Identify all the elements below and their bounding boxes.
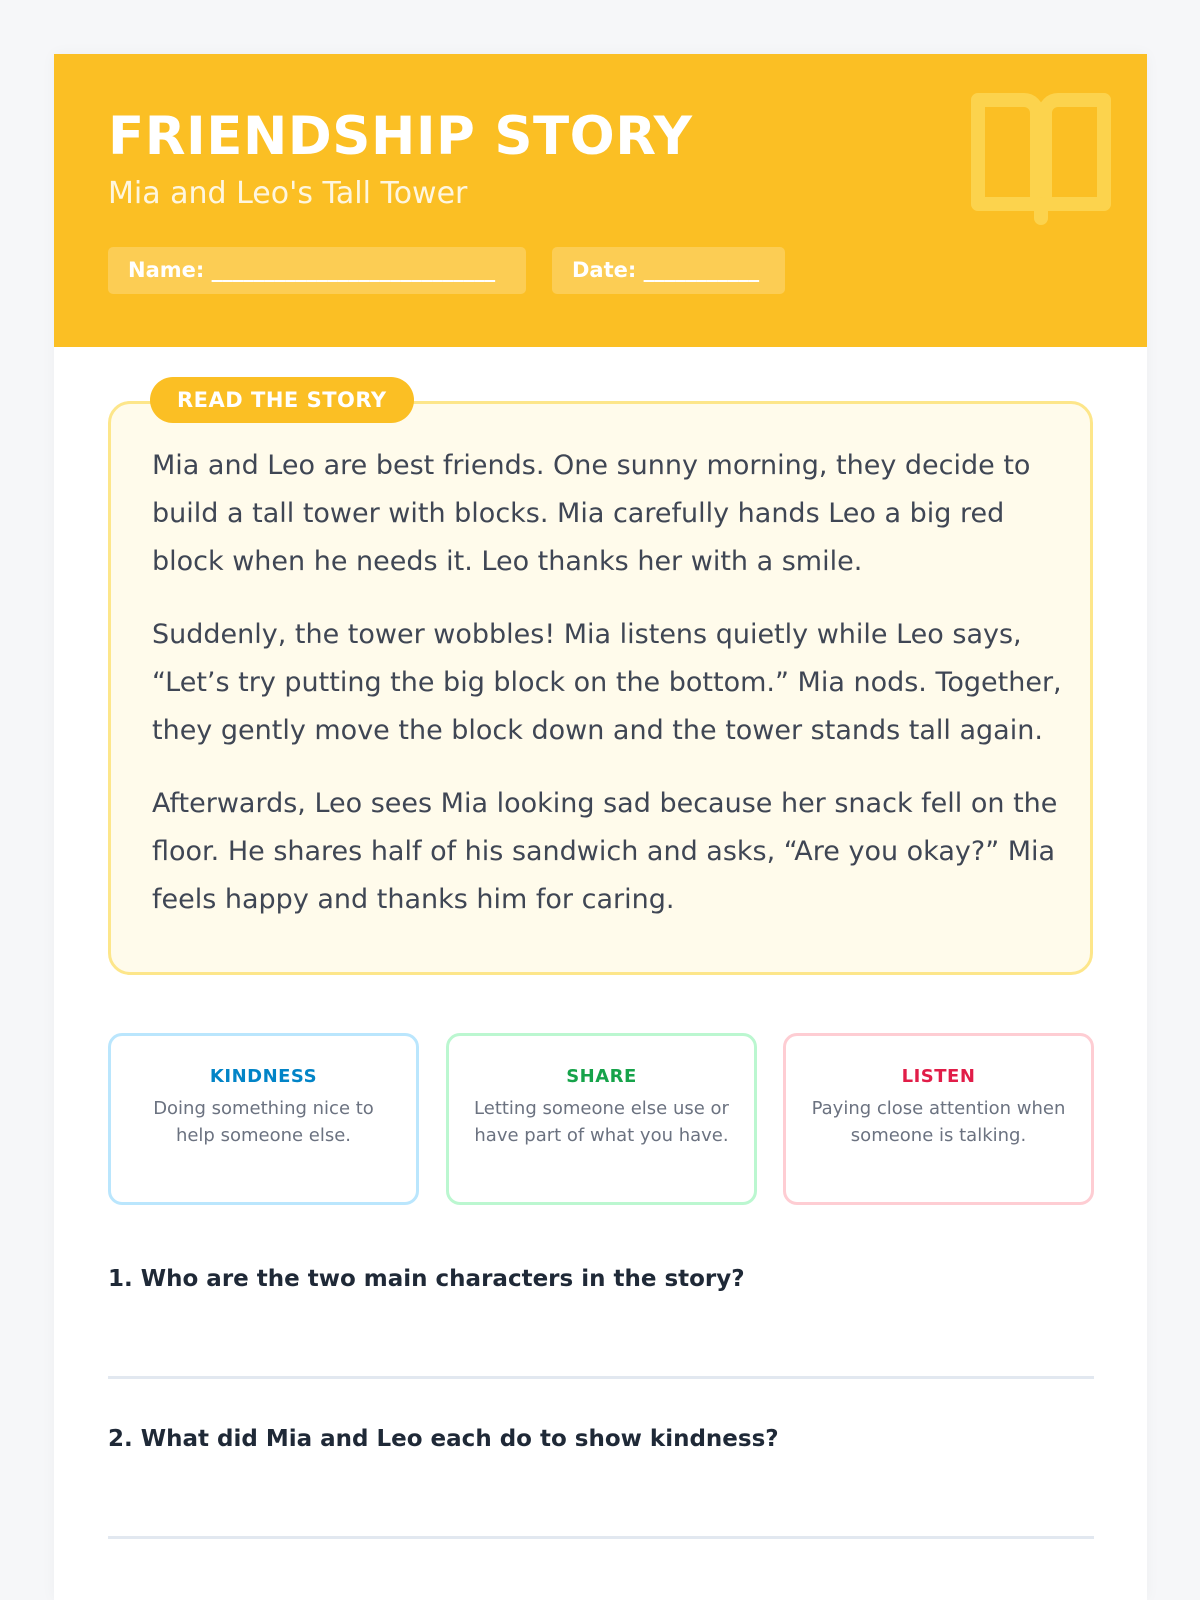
story-paragraph-1: Mia and Leo are best friends. One sunny morning, they decide to build a tall tower with blocks. Mia carefully hands Leo a big red block when he needs it. Leo thanks her with a smile.	[152, 450, 1031, 577]
story-paragraph-3: Afterwards, Leo sees Mia looking sad because her snack fell on the floor. He shares half of his sandwich and asks, “Are you okay?” Mia feels happy and thanks him for caring.	[152, 788, 1058, 915]
worksheet-header	[54, 54, 1147, 347]
vocab-title-share: SHARE	[566, 1066, 637, 1087]
story-box	[108, 401, 1093, 975]
page-title: FRIENDSHIP STORY	[108, 106, 693, 167]
date-field[interactable]: Date: ___________	[552, 247, 785, 294]
read-the-story-tag: READ THE STORY	[150, 377, 414, 423]
worksheet-page	[54, 54, 1147, 1600]
vocab-desc-share: Letting someone else use or have part of what you have.	[474, 1098, 729, 1146]
vocab-card-listen	[783, 1033, 1094, 1205]
question-2: 2. What did Mia and Leo each do to show kindness?	[108, 1426, 779, 1452]
vocab-desc-kindness: Doing something nice to help someone else.	[153, 1098, 374, 1146]
answer-line-2[interactable]	[108, 1536, 1094, 1539]
vocab-title-kindness: KINDNESS	[209, 1066, 318, 1087]
vocab-desc-listen: Paying close attention when someone is talking.	[811, 1098, 1066, 1146]
vocab-title-listen: LISTEN	[901, 1066, 976, 1087]
name-field[interactable]: Name: ___________________________	[108, 247, 526, 294]
vocab-card-kindness	[108, 1033, 419, 1205]
story-paragraph-2: Suddenly, the tower wobbles! Mia listens quietly while Leo says, “Let’s try putting the big block on the bottom.” Mia nods. Together, they gently move the block down and the tower stands tall again.	[152, 619, 1062, 746]
story-text	[152, 442, 1062, 949]
vocab-card-share	[446, 1033, 757, 1205]
question-1: 1. Who are the two main characters in the story?	[108, 1266, 745, 1292]
open-book-icon	[966, 92, 1116, 227]
answer-line-1[interactable]	[108, 1376, 1094, 1379]
story-subtitle: Mia and Leo's Tall Tower	[108, 176, 468, 211]
